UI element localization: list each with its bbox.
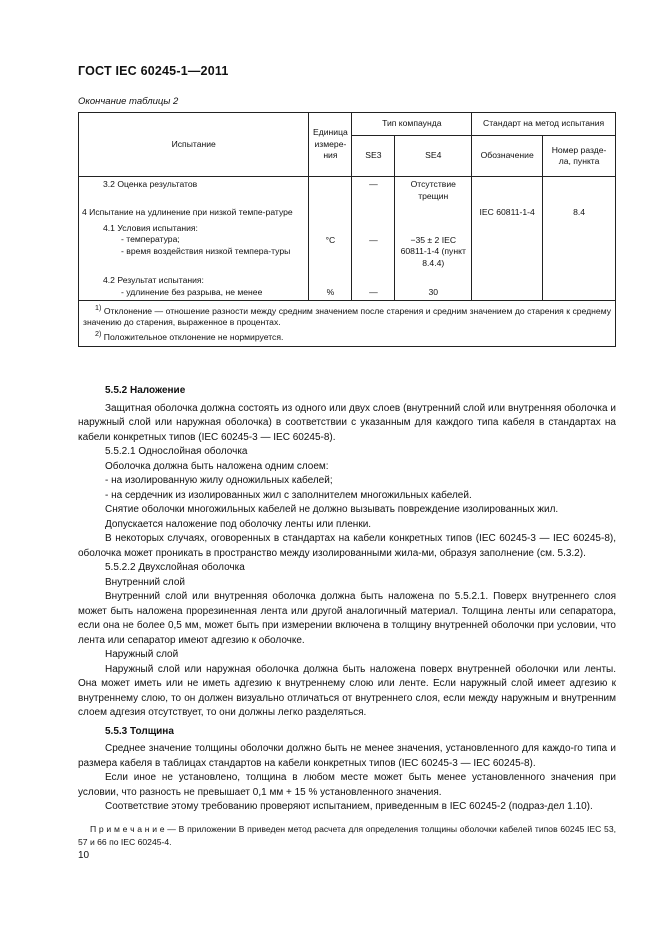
footnote-mark: 2) — [95, 329, 102, 338]
test-table — [78, 112, 616, 347]
header-se4: SE4 — [395, 136, 472, 177]
paragraph: Снятие оболочки многожильных кабелей не должно вызывать повреждение изолированных жил. — [105, 504, 559, 515]
table-row — [79, 177, 309, 203]
row-se4: −35 ± 2 IEC 60811-1-4 (пункт 8.4.4) — [395, 219, 472, 270]
row-unit: % — [309, 269, 352, 301]
paragraph: Внутренний слой или внутренняя оболочка должна быть наложена по 5.5.2.1. Поверх внутреннего слоя может быть наложена прорезиненная лента или другой аналогичный материал. Толщина ленты или сепаратора, если она не более 0,5 мм, может быть при измерении включена в толщину внутренней оболочки при условии, что лента или сепаратор имеют адгезию к оболочке. — [78, 591, 616, 646]
paragraph: Оболочка должна быть наложена одним слоем: — [105, 460, 329, 472]
table-caption: Окончание таблицы 2 — [78, 96, 179, 107]
note: П р и м е ч а н и е — В приложении В приведен метод расчета для определения толщины оболочки кабелей типов 60245 IEC 53, 57 и 66 по IEC 60245-4. — [78, 823, 616, 847]
row-test: - время воздействия низкой темпера-туры — [121, 245, 291, 256]
row-designation: IEC 60811-1-4 — [472, 202, 543, 219]
header-unit: Единица измере-ния — [309, 113, 352, 177]
paragraph: Допускается наложение под оболочку ленты или пленки. — [105, 518, 372, 530]
table-row — [79, 269, 309, 301]
header-compound: Тип компаунда — [352, 113, 472, 136]
row-se3: — — [352, 269, 395, 301]
row-test: 4.2 Результат испытания: — [103, 275, 204, 285]
row-se4: 30 — [395, 269, 472, 301]
page-number: 10 — [78, 850, 90, 861]
list-item: - на изолированную жилу одножильных кабелей; — [105, 475, 333, 486]
body-text — [78, 380, 616, 849]
table-row — [79, 202, 309, 219]
row-test: 3.2 Оценка результатов — [103, 179, 198, 189]
header-test: Испытание — [79, 113, 309, 177]
section-title: 5.5.2 Наложение — [105, 385, 186, 396]
table-footnotes — [79, 301, 616, 347]
subsection-title: 5.5.2.1 Однослойная оболочка — [105, 446, 248, 457]
document-header: ГОСТ IEC 60245-1—2011 — [78, 64, 229, 78]
row-test: 4.1 Условия испытания: — [103, 222, 198, 233]
header-clause: Номер разде-ла, пункта — [543, 136, 616, 177]
paragraph: Среднее значение толщины оболочки должно быть не менее значения, установленного для каждо-го типа и размера кабеля в таблицах стандартов на кабели конкретных типов (IEC 60245-3 — IEC 60245-8). — [78, 743, 616, 769]
list-item: - на сердечник из изолированных жил с заполнителем многожильных кабелей. — [105, 489, 472, 501]
footnote-text: Отклонение — отношение разности между средним значением после старения и средним значением до старения к среднему значению до старения, выраженное в процентах. — [83, 305, 611, 328]
paragraph: В некоторых случаях, оговоренных в стандартах на кабели конкретных типов (IEC 60245-3 — IEC 60245-8), оболочка может проникать в пространство между изолированными жила-ми, образуя заполнение (см. 5.3.2). — [78, 533, 616, 559]
row-test: - удлинение без разрыва, не менее — [121, 286, 263, 297]
row-se3: — — [352, 177, 395, 203]
header-se3: SE3 — [352, 136, 395, 177]
subsection-title: 5.5.2.2 Двухслойная оболочка — [105, 562, 245, 573]
subheading: Наружный слой — [105, 649, 179, 660]
section-title: 5.5.3 Толщина — [105, 725, 174, 737]
row-se4: Отсутствие трещин — [395, 177, 472, 203]
paragraph: Защитная оболочка должна состоять из одного или двух слоев (внутренний слой или внутренняя оболочка и наружный слой или наружная оболочка) в соответствии с указанным для каждого типа кабеля в стандартах на кабели конкретных типов (IEC 60245-3 — IEC 60245-8). — [78, 402, 616, 443]
footnote-mark: 1) — [95, 304, 102, 312]
header-standard: Стандарт на метод испытания — [472, 113, 616, 136]
subheading: Внутренний слой — [105, 576, 185, 588]
row-clause: 8.4 — [543, 202, 616, 219]
paragraph: Соответствие этому требованию проверяют испытанием, приведенным в IEC 60245-2 (подраз-дел 1.10). — [105, 801, 593, 812]
header-designation: Обозначение — [472, 136, 543, 177]
row-test: 4 Испытание на удлинение при низкой темпе-ратуре — [82, 207, 293, 217]
row-unit: °C — [309, 219, 352, 270]
paragraph: Если иное не установлено, толщина в любом месте может быть менее установленного значения при условии, что разность не превышает 0,1 мм + 15 % установленного значения. — [78, 772, 616, 798]
row-se3: — — [352, 219, 395, 270]
paragraph: Наружный слой или наружная оболочка должна быть наложена поверх внутренней оболочки или ленты. Она может иметь или не иметь адгезию к внутреннему слою или ленте. Если наружный слой имеет адгезию к внутреннему слою, то он должен визуально отличаться от внутреннего слоя, если между наружным и внутренним слоем адгезия отсутствует, то они должны легко разделяться. — [78, 663, 616, 718]
table-row — [79, 219, 309, 270]
footnote-text: Положительное отклонение не нормируется. — [103, 331, 284, 342]
row-test: - температура; — [121, 234, 180, 244]
